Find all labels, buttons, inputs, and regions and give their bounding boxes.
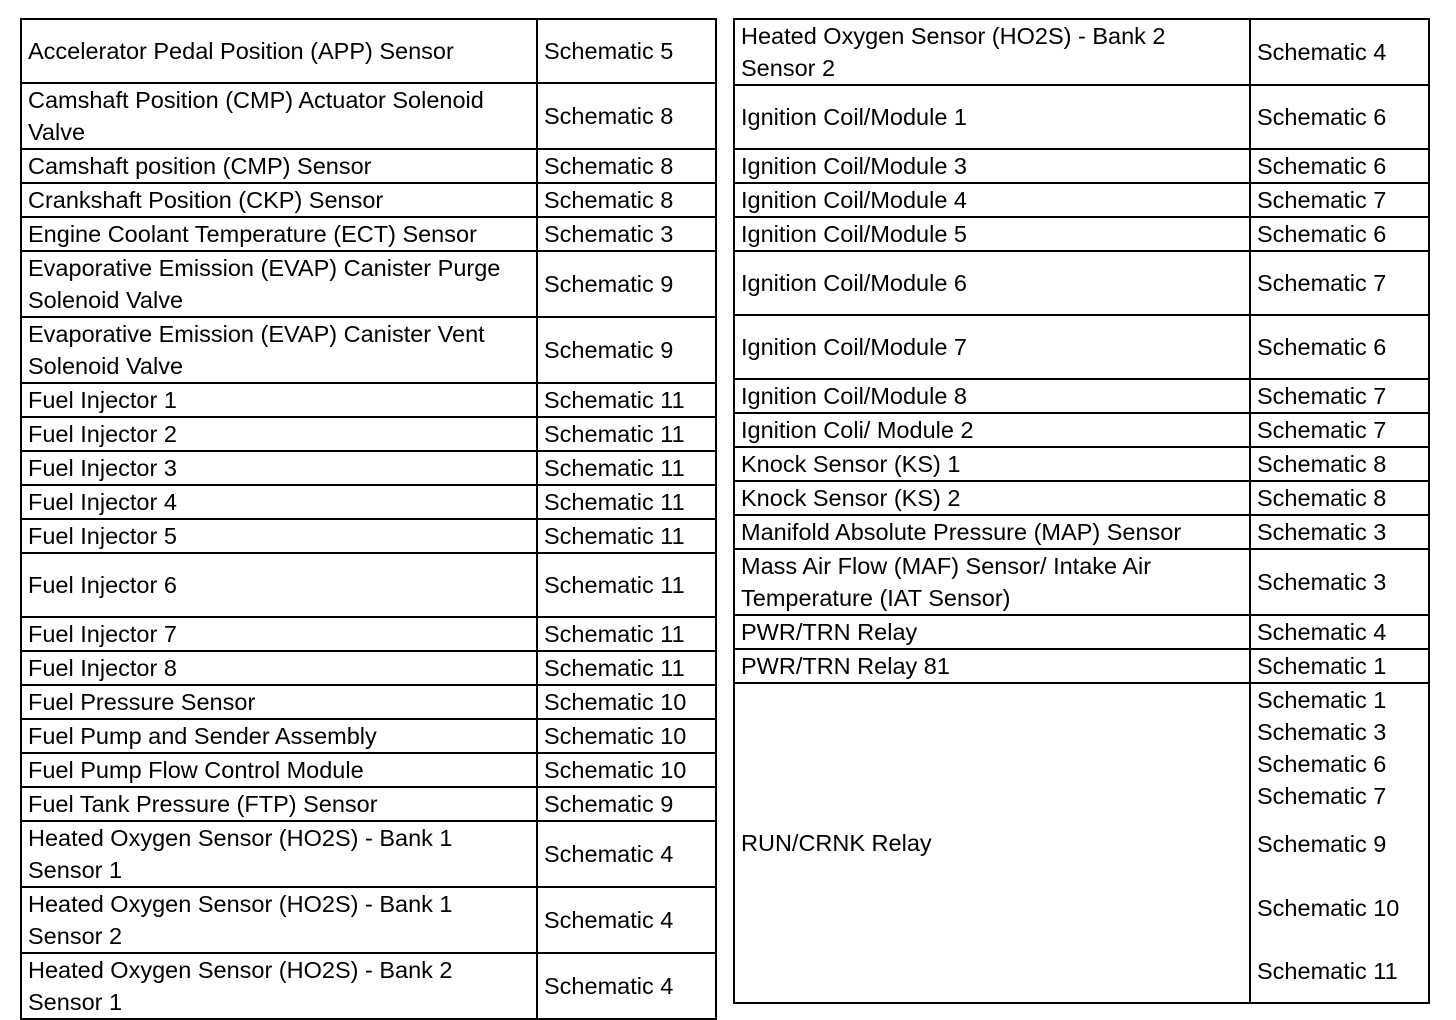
table-row (21, 217, 716, 251)
right-component-table (733, 18, 1430, 1004)
schematic-ref-cell: Schematic 8 (1250, 447, 1429, 481)
table-row (21, 83, 716, 149)
table-row (734, 19, 1429, 85)
table-row (734, 549, 1429, 615)
schematic-ref-cell: Schematic 11 (537, 383, 716, 417)
table-row (21, 383, 716, 417)
schematic-ref-cell: Schematic 4 (537, 821, 716, 887)
component-name-cell: Heated Oxygen Sensor (HO2S) - Bank 2 Sensor 2 (734, 19, 1250, 85)
schematic-ref-cell: Schematic 7 (1250, 413, 1429, 447)
schematic-ref-line: Schematic 6 (1257, 751, 1387, 777)
component-name-cell: Manifold Absolute Pressure (MAP) Sensor (734, 515, 1250, 549)
table-row (21, 149, 716, 183)
table-row (734, 481, 1429, 515)
component-name-cell: Fuel Pump Flow Control Module (21, 753, 537, 787)
component-name-cell: Ignition Coil/Module 3 (734, 149, 1250, 183)
schematic-ref-cell: Schematic 4 (537, 953, 716, 1019)
component-name-cell: Evaporative Emission (EVAP) Canister Vent Solenoid Valve (21, 317, 537, 383)
schematic-ref-cell: Schematic 3 (1250, 549, 1429, 615)
table-row (21, 617, 716, 651)
table-row (21, 183, 716, 217)
left-component-table (20, 18, 717, 1020)
table-row (21, 787, 716, 821)
table-row (21, 651, 716, 685)
schematic-ref-cell: Schematic 8 (1250, 481, 1429, 515)
component-name-cell: Heated Oxygen Sensor (HO2S) - Bank 2 Sensor 1 (21, 953, 537, 1019)
table-row (21, 553, 716, 617)
table-row (734, 217, 1429, 251)
component-name-cell: PWR/TRN Relay (734, 615, 1250, 649)
component-name-cell: Fuel Pressure Sensor (21, 685, 537, 719)
schematic-ref-cell: Schematic 6 (1250, 149, 1429, 183)
schematic-ref-cell: Schematic 11 (537, 485, 716, 519)
component-name-cell: Fuel Injector 7 (21, 617, 537, 651)
schematic-ref-cell: Schematic 9 (537, 787, 716, 821)
component-name-cell: Engine Coolant Temperature (ECT) Sensor (21, 217, 537, 251)
component-name-cell: Fuel Injector 1 (21, 383, 537, 417)
component-name-cell: Heated Oxygen Sensor (HO2S) - Bank 1 Sensor 1 (21, 821, 537, 887)
table-row (21, 719, 716, 753)
table-row (734, 615, 1429, 649)
schematic-ref-cell: Schematic 11 (537, 651, 716, 685)
schematic-ref-cell: Schematic 10 (537, 685, 716, 719)
schematic-ref-cell: Schematic 11 (537, 417, 716, 451)
schematic-ref-cell: Schematic 9 (537, 251, 716, 317)
table-row (734, 85, 1429, 149)
schematic-ref-cell: Schematic 7 (1250, 251, 1429, 315)
schematic-ref-cell: Schematic 10 (537, 753, 716, 787)
schematic-list-cell (1250, 683, 1429, 1003)
table-row (21, 953, 716, 1019)
component-name-cell: Knock Sensor (KS) 2 (734, 481, 1250, 515)
table-row (734, 515, 1429, 549)
right-table-body (734, 19, 1429, 1003)
component-name-cell: Crankshaft Position (CKP) Sensor (21, 183, 537, 217)
table-row (21, 753, 716, 787)
component-name-cell: Mass Air Flow (MAF) Sensor/ Intake Air Temperature (IAT Sensor) (734, 549, 1250, 615)
component-name-cell: PWR/TRN Relay 81 (734, 649, 1250, 683)
component-name-cell: Camshaft Position (CMP) Actuator Solenoid Valve (21, 83, 537, 149)
table-row (734, 447, 1429, 481)
component-name-cell: Fuel Injector 4 (21, 485, 537, 519)
component-name-cell: Fuel Injector 6 (21, 553, 537, 617)
table-row (734, 183, 1429, 217)
component-name-cell: Ignition Coil/Module 4 (734, 183, 1250, 217)
schematic-ref-cell: Schematic 7 (1250, 183, 1429, 217)
table-row (21, 821, 716, 887)
component-name-cell: Fuel Tank Pressure (FTP) Sensor (21, 787, 537, 821)
table-row (21, 19, 716, 83)
component-name-cell: Fuel Injector 8 (21, 651, 537, 685)
schematic-ref-cell: Schematic 11 (537, 617, 716, 651)
schematic-ref-cell: Schematic 7 (1250, 379, 1429, 413)
component-name-cell: Fuel Injector 5 (21, 519, 537, 553)
table-row (734, 315, 1429, 379)
table-row (21, 417, 716, 451)
schematic-ref-cell: Schematic 4 (1250, 615, 1429, 649)
table-row (734, 149, 1429, 183)
schematic-ref-cell: Schematic 6 (1250, 315, 1429, 379)
table-row (734, 649, 1429, 683)
left-table-body (21, 19, 716, 1019)
component-name-cell: Heated Oxygen Sensor (HO2S) - Bank 1 Sensor 2 (21, 887, 537, 953)
schematic-ref-line: Schematic 1 (1257, 687, 1387, 713)
schematic-ref-cell: Schematic 11 (537, 451, 716, 485)
component-name-cell: Fuel Injector 2 (21, 417, 537, 451)
component-name-cell: Ignition Coil/Module 7 (734, 315, 1250, 379)
schematic-ref-cell: Schematic 10 (537, 719, 716, 753)
component-name-cell: Ignition Coil/Module 1 (734, 85, 1250, 149)
schematic-ref-cell: Schematic 8 (537, 183, 716, 217)
schematic-ref-line: Schematic 10 (1257, 895, 1400, 921)
schematic-ref-line: Schematic 7 (1257, 783, 1387, 809)
component-name-cell: Camshaft position (CMP) Sensor (21, 149, 537, 183)
schematic-ref-line: Schematic 11 (1257, 958, 1398, 984)
schematic-ref-cell: Schematic 3 (1250, 515, 1429, 549)
component-name-cell: Ignition Coil/Module 6 (734, 251, 1250, 315)
schematic-ref-cell: Schematic 8 (537, 83, 716, 149)
component-name-cell: Accelerator Pedal Position (APP) Sensor (21, 19, 537, 83)
schematic-ref-cell: Schematic 4 (1250, 19, 1429, 85)
table-row (21, 451, 716, 485)
component-name-cell: Knock Sensor (KS) 1 (734, 447, 1250, 481)
table-row-run-crnk (734, 683, 1429, 1003)
table-row (21, 485, 716, 519)
schematic-ref-cell: Schematic 5 (537, 19, 716, 83)
component-name-cell: Ignition Coli/ Module 2 (734, 413, 1250, 447)
component-name-cell: Fuel Pump and Sender Assembly (21, 719, 537, 753)
schematic-ref-cell: Schematic 1 (1250, 649, 1429, 683)
table-row (734, 379, 1429, 413)
component-name-cell: RUN/CRNK Relay (734, 683, 1250, 1003)
table-row (734, 251, 1429, 315)
table-row (21, 317, 716, 383)
component-name-cell: Ignition Coil/Module 8 (734, 379, 1250, 413)
component-name-cell: Fuel Injector 3 (21, 451, 537, 485)
schematic-ref-cell: Schematic 9 (537, 317, 716, 383)
schematic-ref-cell: Schematic 6 (1250, 85, 1429, 149)
schematic-ref-cell: Schematic 11 (537, 553, 716, 617)
table-row (21, 887, 716, 953)
schematic-ref-cell: Schematic 6 (1250, 217, 1429, 251)
table-row (734, 413, 1429, 447)
schematic-ref-line: Schematic 3 (1257, 719, 1387, 745)
schematic-ref-line: Schematic 9 (1257, 831, 1387, 857)
component-name-cell: Ignition Coil/Module 5 (734, 217, 1250, 251)
schematic-ref-cell: Schematic 11 (537, 519, 716, 553)
schematic-ref-cell: Schematic 3 (537, 217, 716, 251)
table-row (21, 519, 716, 553)
table-row (21, 251, 716, 317)
schematic-ref-cell: Schematic 8 (537, 149, 716, 183)
schematic-ref-cell: Schematic 4 (537, 887, 716, 953)
component-name-cell: Evaporative Emission (EVAP) Canister Purge Solenoid Valve (21, 251, 537, 317)
table-row (21, 685, 716, 719)
